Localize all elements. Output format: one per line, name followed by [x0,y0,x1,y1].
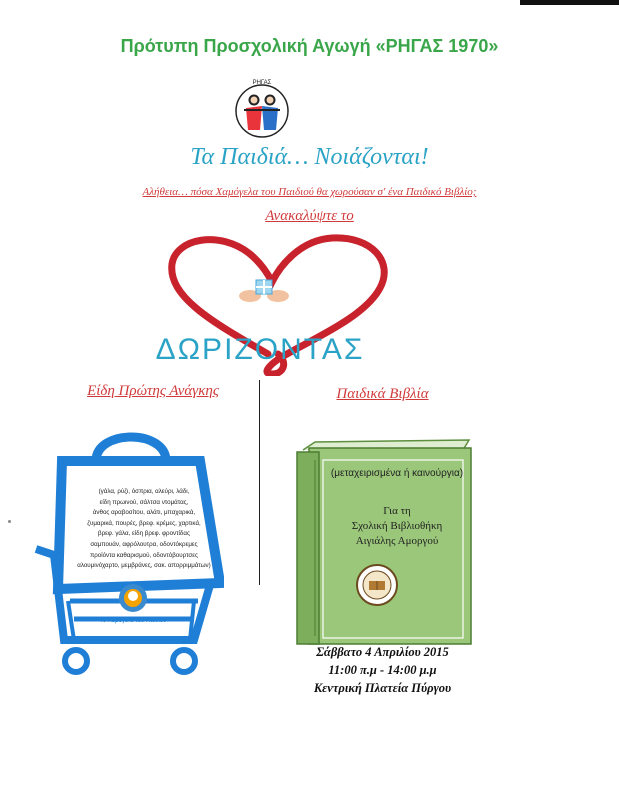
essentials-item: αλουμινόχαρτο, μεμβράνες, σακ. απορριμμάτων) [77,562,211,570]
essentials-item: είδη πρωινού, σάλτσα ντομάτας, [99,498,189,506]
donating-word: ΔΩΡΙΖΟΝΤΑΣ [155,333,365,366]
books-line: Αιγιάλης Αμοργού [355,535,439,547]
books-line: Σχολική Βιβλιοθήκη [351,520,443,532]
logo-label: ΡΗΓΑΣ [252,80,272,86]
event-info [275,643,490,697]
essentials-item: σαμπουάν, αφρόλουτρα, οδοντόκρεμες [90,540,198,548]
books-condition-note: (μεταχειρισμένα ή καινούργια) [330,468,464,479]
essentials-heading: Είδη Πρώτης Ανάγκης [87,383,219,399]
essentials-item: προϊόντα καθαρισμού, οδοντόβουρτσες [90,551,198,559]
event-place: Κεντρική Πλατεία Πύργου [313,681,452,695]
gift-hands-icon [238,272,290,306]
library-stamp-icon [355,563,399,607]
column-divider [259,380,260,585]
books-recipient [317,504,477,549]
scan-edge-mark [520,0,619,5]
headline: Τα Παιδιά… Νοιάζονται! [190,144,429,170]
tagline: Αλήθεια… πόσα Χαμόγελα του Παιδιού θα χωρούσαν σ' ένα Παιδικό Βιβλίο; [142,186,477,198]
books-line: Για τη [383,505,411,517]
scan-dot [8,520,11,523]
books-heading: Παιδικά Βιβλία [336,386,429,402]
essentials-item: (γάλα, ρύζι, όσπρια, αλεύρι, λάδι, [98,488,190,495]
school-logo [232,78,292,140]
school-title: Πρότυπη Προσχολική Αγωγή «ΡΗΓΑΣ 1970» [120,36,499,56]
event-date: Σάββατο 4 Απριλίου 2015 [316,645,449,659]
event-time: 11:00 π.μ - 14:00 μ.μ [328,663,437,677]
essentials-list [74,487,214,572]
cart-badge-text: Το Χαμόγελο του Παιδιού [99,618,167,624]
discover-text: Ανακαλύψτε το [265,208,354,224]
essentials-item: ζυμαρικά, πουρές, βρεφ. κρέμες, χαρτικά, [87,519,201,527]
essentials-item: βρεφ. γάλα, είδη βρεφ. φροντίδας [98,530,190,538]
essentials-item: άνθος αραβοσίτου, αλάτι, μπαχαρικά, [92,509,196,517]
